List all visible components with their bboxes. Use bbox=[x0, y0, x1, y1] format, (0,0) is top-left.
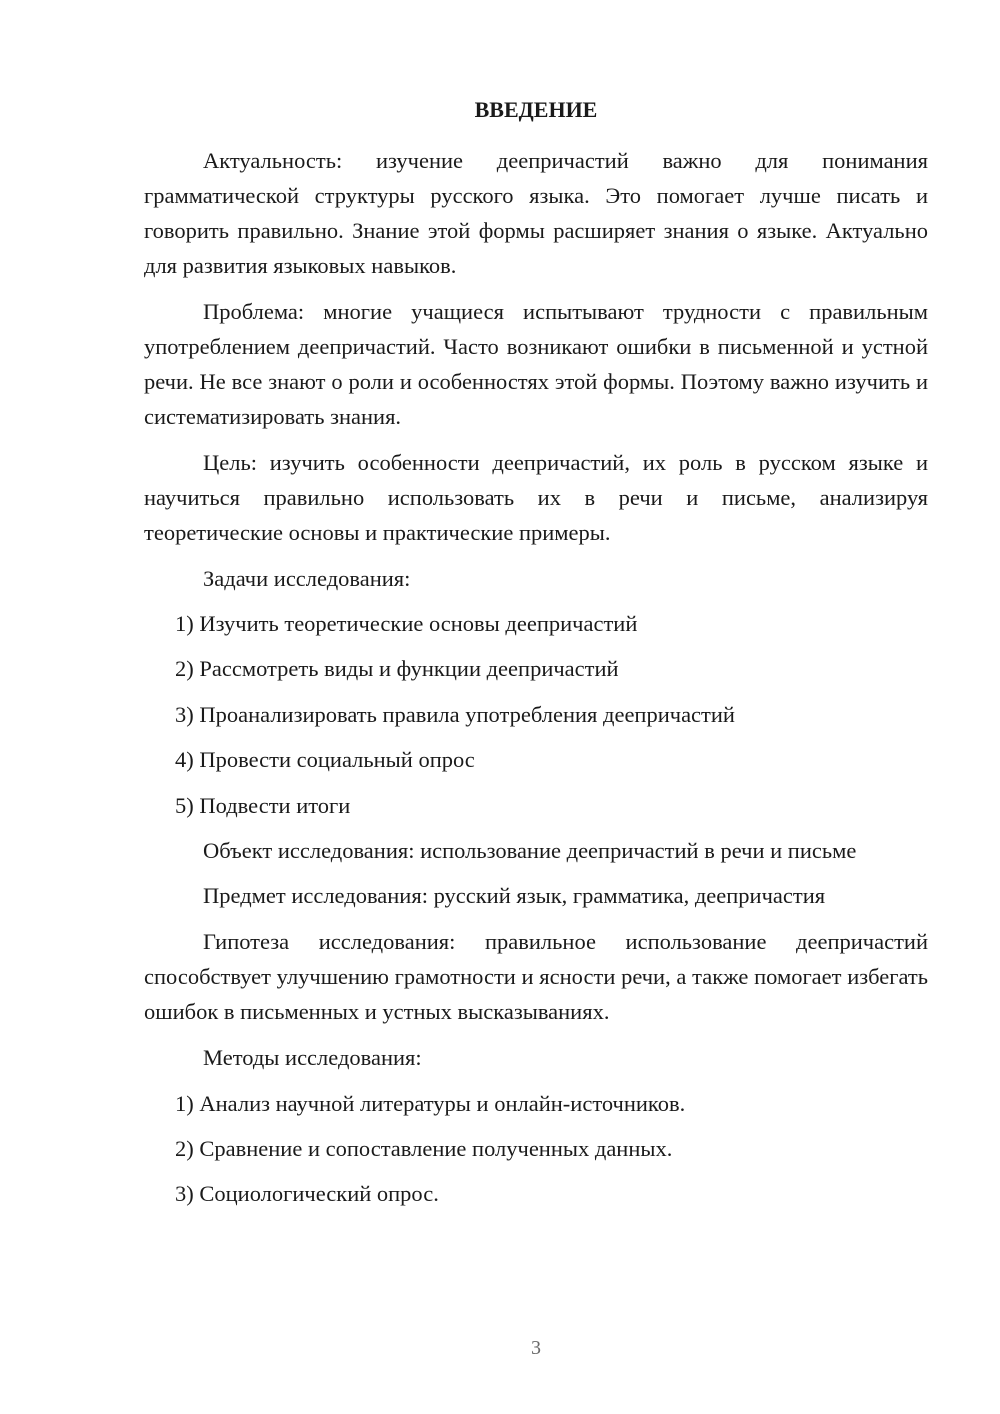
method-item: 1) Анализ научной литературы и онлайн-источников. bbox=[175, 1091, 686, 1116]
page-number: 3 bbox=[531, 1337, 541, 1359]
page-title: ВВЕДЕНИЕ bbox=[474, 97, 598, 122]
task-item: 2) Рассмотреть виды и функции деепричастий bbox=[175, 656, 619, 681]
relevance-paragraph: Актуальность: изучение деепричастий важно для понимания грамматической структуры русского языка. Это помогает лучше писать и говорить правильно. Знание этой формы расширяет знания о языке. Актуально для развития языковых навыков. bbox=[144, 148, 928, 278]
tasks-heading: Задачи исследования: bbox=[203, 566, 411, 591]
research-subject: Предмет исследования: русский язык, грамматика, деепричастия bbox=[203, 883, 826, 908]
document-page bbox=[144, 0, 928, 1414]
methods-heading: Методы исследования: bbox=[203, 1045, 422, 1070]
method-item: 2) Сравнение и сопоставление полученных данных. bbox=[175, 1136, 673, 1161]
method-item: 3) Социологический опрос. bbox=[175, 1181, 439, 1206]
task-item: 1) Изучить теоретические основы деепричастий bbox=[175, 611, 638, 636]
task-item: 3) Проанализировать правила употребления деепричастий bbox=[175, 702, 735, 727]
problem-paragraph: Проблема: многие учащиеся испытывают трудности с правильным употреблением деепричастий. Часто возникают ошибки в письменной и устной речи. Не все знают о роли и особенностях этой формы. Поэтому важно изучить и систематизировать знания. bbox=[144, 299, 928, 429]
task-item: 4) Провести социальный опрос bbox=[175, 747, 475, 772]
research-object: Объект исследования: использование деепричастий в речи и письме bbox=[203, 838, 857, 863]
task-item: 5) Подвести итоги bbox=[175, 793, 351, 818]
goal-paragraph: Цель: изучить особенности деепричастий, их роль в русском языке и научиться правильно использовать их в речи и письме, анализируя теоретические основы и практические примеры. bbox=[144, 450, 928, 545]
hypothesis-paragraph: Гипотеза исследования: правильное использование деепричастий способствует улучшению грамотности и ясности речи, а также помогает избегать ошибок в письменных и устных высказываниях. bbox=[144, 929, 928, 1024]
